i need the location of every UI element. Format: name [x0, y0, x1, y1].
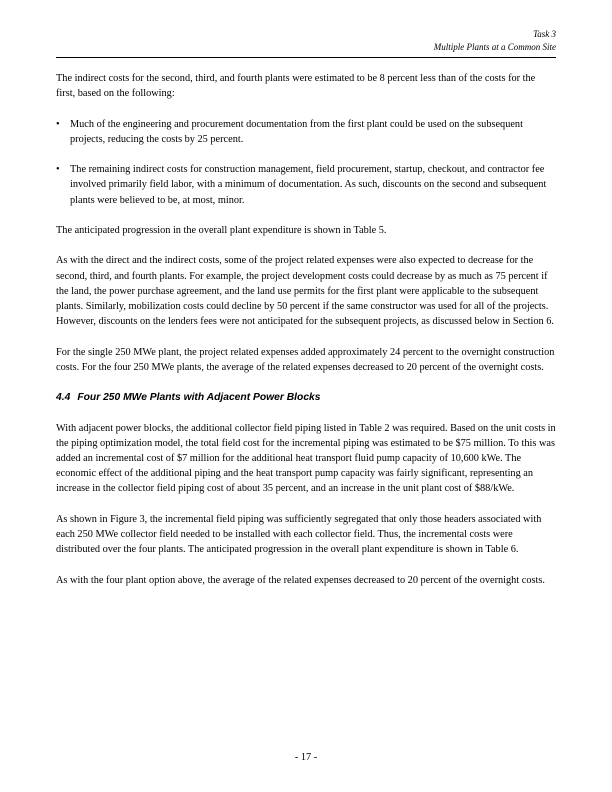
bullet-icon: • — [56, 164, 60, 176]
paragraph-adjacent-power-blocks: With adjacent power blocks, the additional collector field piping listed in Table 2 was required. Based on the unit costs in the piping optimization model, the total field cost for the incremental piping was estimated to be $75 million. To this was added an incremental cost of $7 million for the additional heat transport fluid pump capacity of 10,600 kWe. The economic effect of the additional piping and the heat transport pump capacity was fairly significant, representing an increase in the collector field piping cost of about 35 percent, and an increase in the unit plant cost of $88/kWe. — [56, 422, 556, 495]
paragraph-overnight-costs: For the single 250 MWe plant, the project related expenses added approximately 24 percent to the overnight construction costs. For the four 250 MWe plants, the average of the related expenses decreased to 20 percent of the overnight costs. — [56, 346, 555, 373]
paragraph-indirect-costs: The indirect costs for the second, third, and fourth plants were estimated to be 8 percent less than of the costs for the first, based on the following: — [56, 73, 536, 100]
bullet-list — [56, 117, 556, 208]
paragraph-table5-reference: The anticipated progression in the overall plant expenditure is shown in Table 5. — [56, 224, 387, 236]
page-number: - 17 - — [294, 752, 318, 763]
header-subtitle: Multiple Plants at a Common Site — [433, 42, 556, 52]
section-number: 4.4 — [56, 392, 71, 404]
paragraph-field-piping: As shown in Figure 3, the incremental field piping was sufficiently segregated that only those headers associated with each 250 MWe collector field needed to be installed with each collector field. Thus, the incremental costs were distributed over the four plants. The anticipated progression in the overall plant expenditure is shown in Table 6. — [56, 513, 542, 556]
bullet-item — [56, 117, 556, 147]
bullet-text: Much of the engineering and procurement documentation from the first plant could be used on the subsequent projects, reducing the costs by 25 percent. — [70, 118, 523, 145]
paragraph-four-plant-option: As with the four plant option above, the average of the related expenses decreased to 20 percent of the overnight costs. — [56, 574, 545, 586]
section-heading — [56, 390, 556, 405]
paragraph-project-expenses: As with the direct and the indirect costs, some of the project related expenses were also expected to decrease for the second, third, and fourth plants. For example, the project development costs could decrease by as much as 75 percent if the land, the power purchase agreement, and the land use permits for the first plant were applicable to the subsequent plants. Similarly, mobilization costs could decline by 50 percent if the same constructor was used for all of the projects. However, discounts on the lenders fees were not anticipated for the subsequent projects, as discussed below in Section 6. — [56, 255, 554, 328]
header-rule — [56, 57, 556, 58]
bullet-icon: • — [56, 118, 60, 130]
section-title: Four 250 MWe Plants with Adjacent Power Blocks — [77, 392, 321, 404]
header-task: Task 3 — [533, 29, 556, 39]
bullet-item — [56, 162, 556, 208]
page-header — [56, 28, 556, 54]
document-body — [56, 71, 556, 603]
bullet-text: The remaining indirect costs for construction management, field procurement, startup, checkout, and contractor fee involved primarily field labor, with a minimum of documentation. As such, discounts on the second and subsequent plants were believed to be, at most, minor. — [70, 164, 547, 206]
